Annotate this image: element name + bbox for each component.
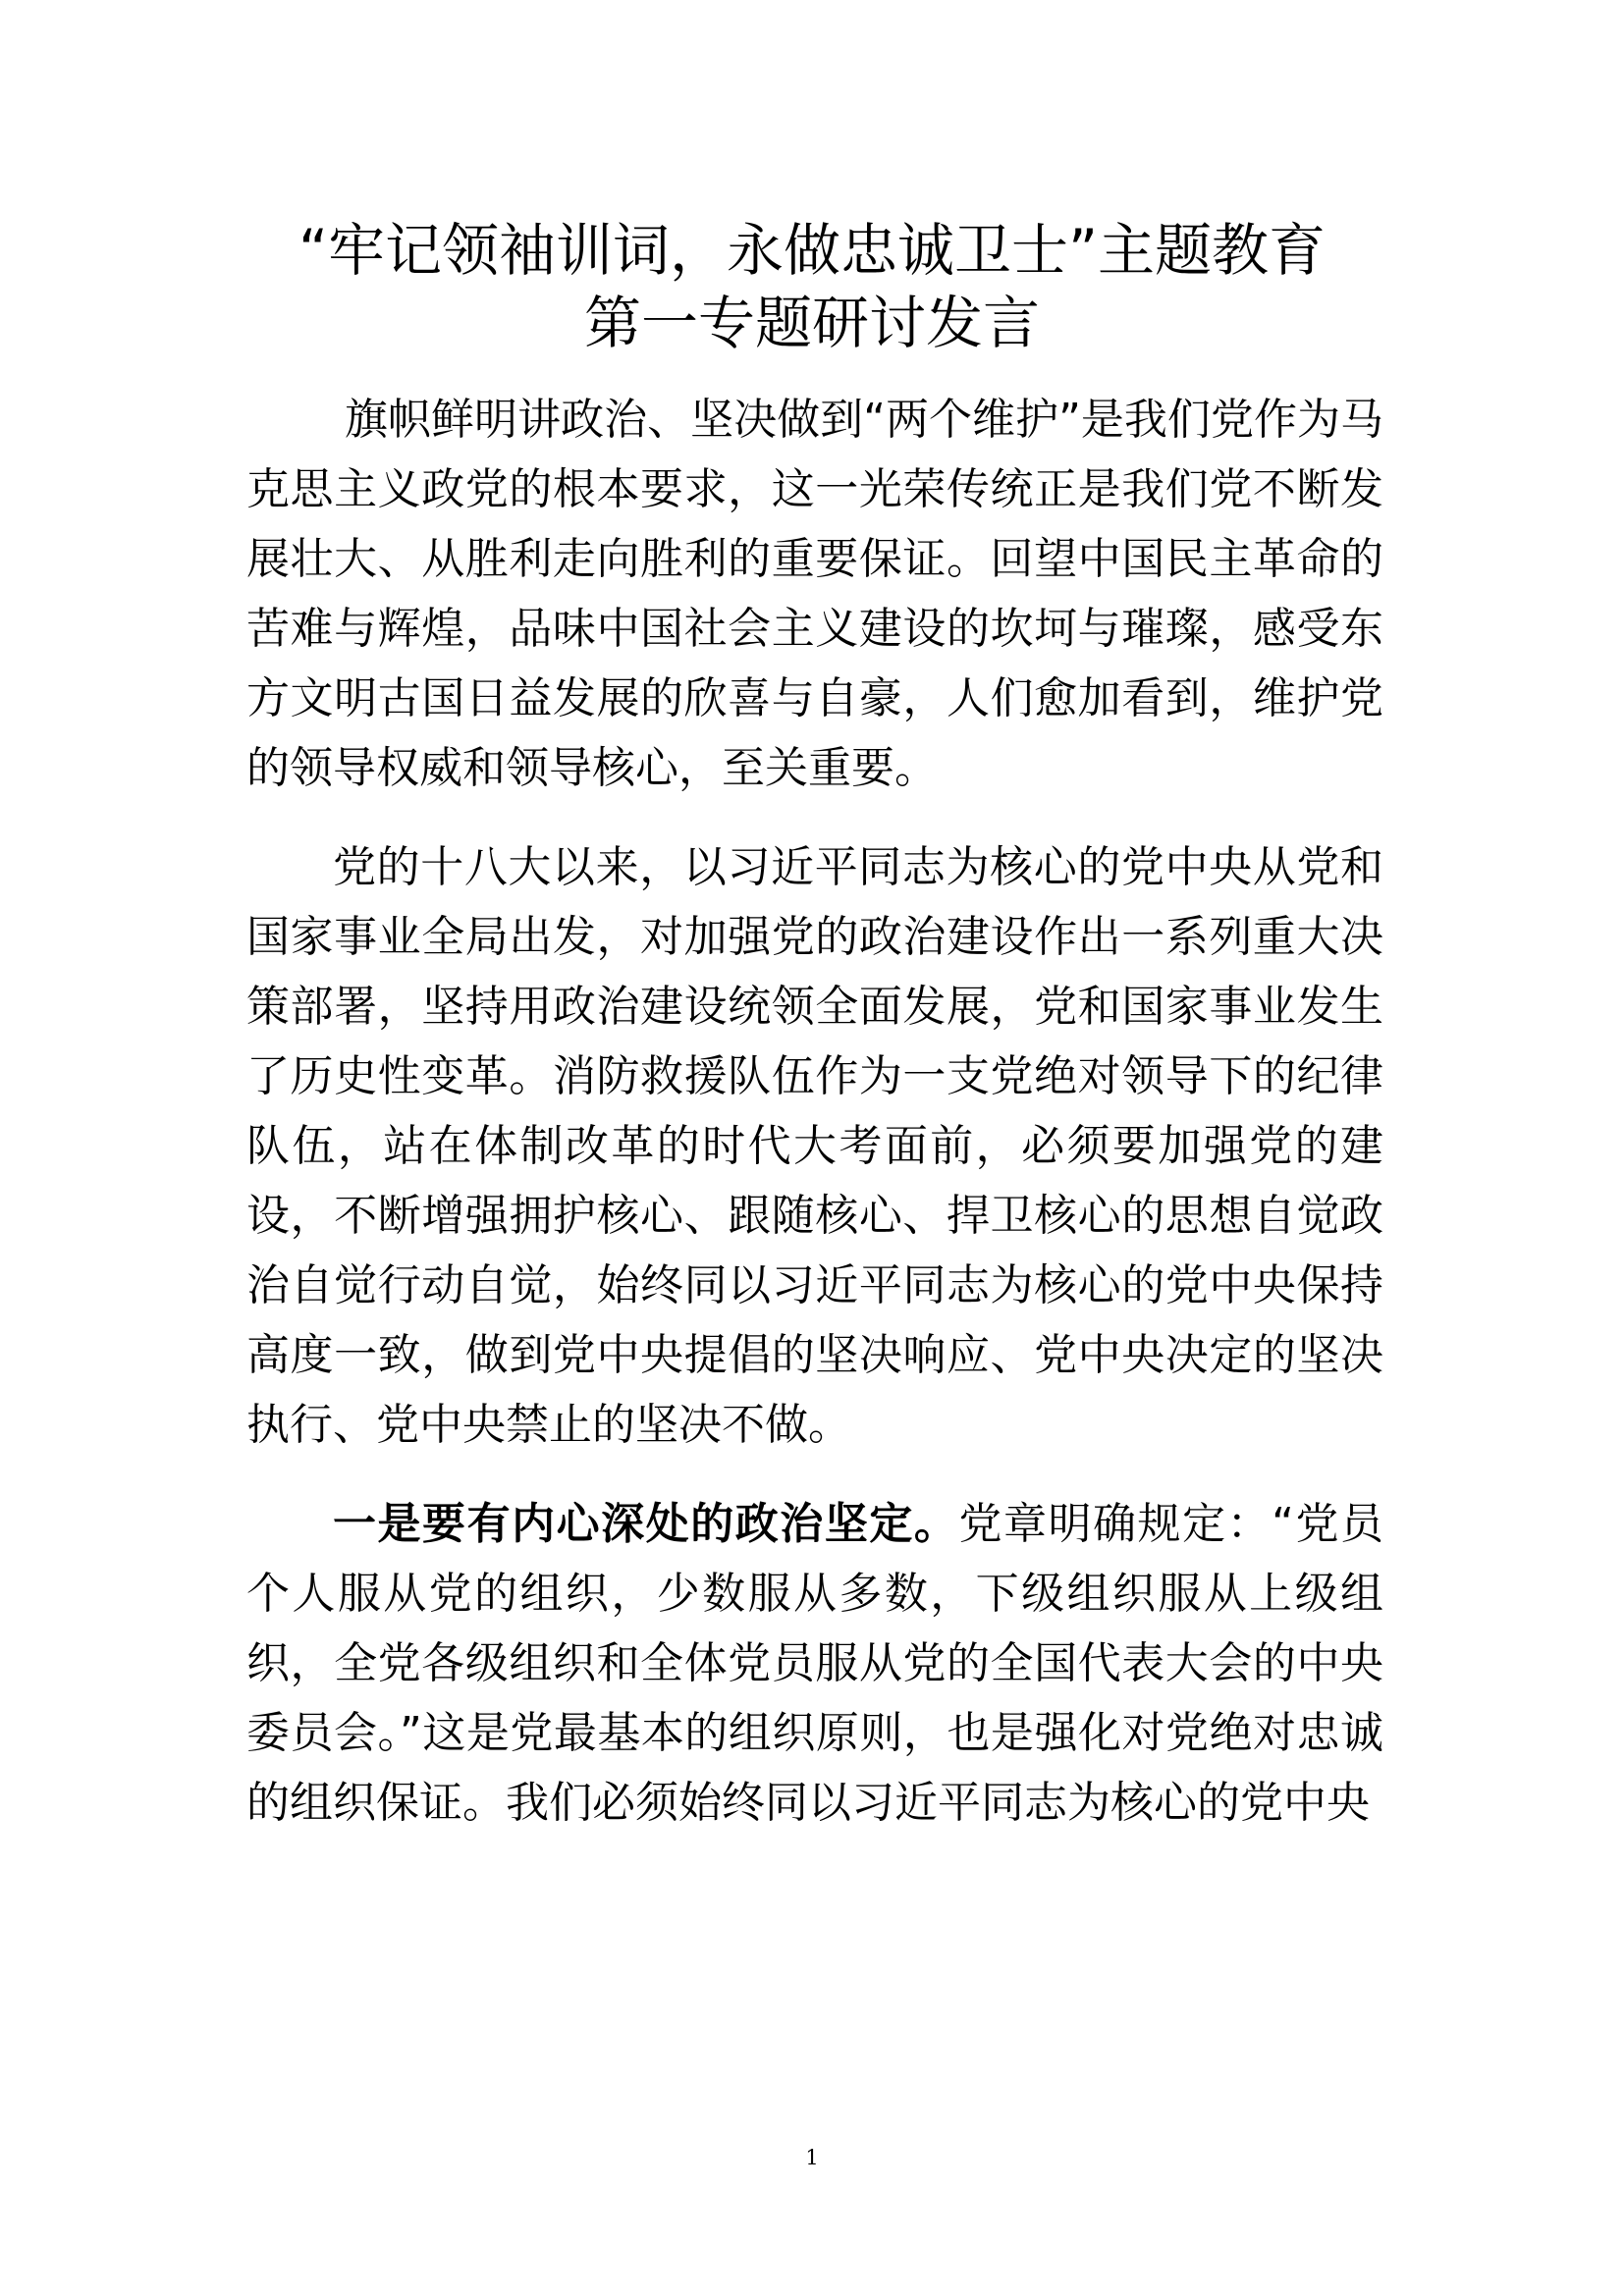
paragraph-3	[246, 1489, 1383, 1838]
paragraph-3-heading: 一是要有内心深处的政治坚定。	[333, 1499, 959, 1549]
paragraph-1: 旗帜鲜明讲政治、坚决做到“两个维护”是我们党作为马克思主义政党的根本要求，这一光荣传统正是我们党不断发展壮大、从胜利走向胜利的重要保证。回望中国民主革命的苦难与辉煌，品味中国社会主义建设的坎坷与璀璨，感受东方文明古国日益发展的欣喜与自豪，人们愈加看到，维护党的领导权威和领导核心，至关重要。	[246, 395, 1383, 793]
paragraph-3-text: 党章明确规定：“党员个人服从党的组织，少数服从多数，下级组织服从上级组织，全党各级组织和全体党员服从党的全国代表大会的中央委员会。”这是党最基本的组织原则，也是强化对党绝对忠诚的组织保证。我们必须始终同以习近平同志为核心的党中央	[246, 1499, 1384, 1828]
paragraph-2: 党的十八大以来，以习近平同志为核心的党中央从党和国家事业全局出发，对加强党的政治建设作出一系列重大决策部署，坚持用政治建设统领全面发展，党和国家事业发生了历史性变革。消防救援队伍作为一支党绝对领导下的纪律队伍，站在体制改革的时代大考面前，必须要加强党的建设，不断增强拥护核心、跟随核心、捍卫核心的思想自觉政治自觉行动自觉，始终同以习近平同志为核心的党中央保持高度一致，做到党中央提倡的坚决响应、党中央决定的坚决执行、党中央禁止的坚决不做。	[246, 842, 1383, 1450]
page-number: 1	[805, 2146, 819, 2169]
title-line-1: “牢记领袖训词，永做忠诚卫士”主题教育	[298, 217, 1326, 284]
document-body	[246, 385, 1383, 1838]
document-title	[196, 214, 1428, 359]
title-line-2: 第一专题研讨发言	[583, 290, 1040, 356]
